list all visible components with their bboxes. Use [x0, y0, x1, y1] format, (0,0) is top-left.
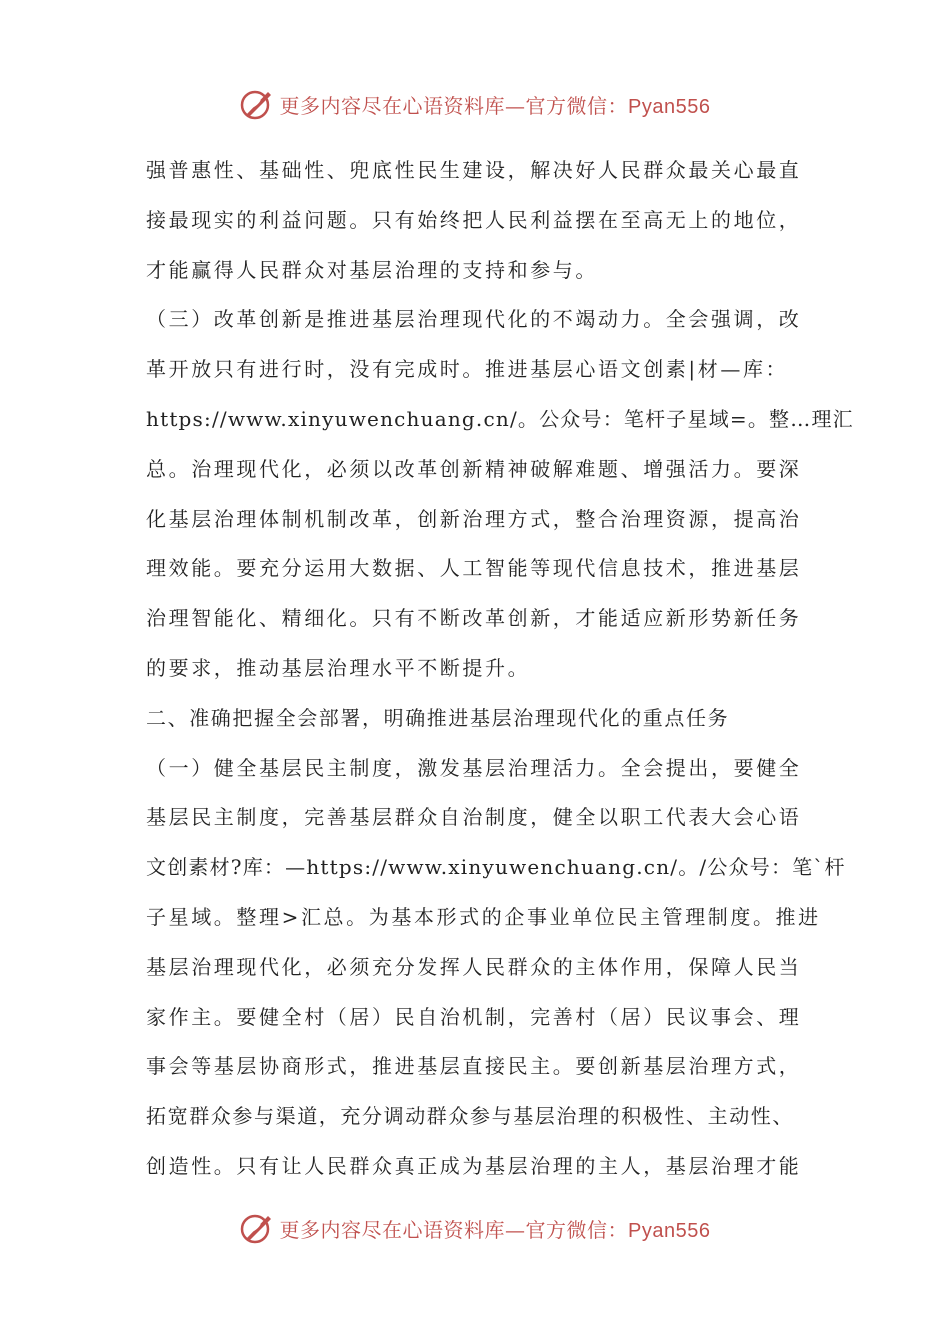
- body-line: 基层民主制度，完善基层群众自治制度，健全以职工代表大会心语: [146, 805, 802, 830]
- chapter-heading-2: 二、准确把握全会部署，明确推进基层治理现代化的重点任务: [146, 705, 730, 730]
- quill-pen-logo-icon: [240, 87, 274, 121]
- section-heading-3: （三）改革创新是推进基层治理现代化的不竭动力。全会强调，改: [146, 307, 802, 332]
- body-line: 基层治理现代化，必须充分发挥人民群众的主体作用，保障人民当: [146, 954, 802, 979]
- body-line: 拓宽群众参与渠道，充分调动群众参与基层治理的积极性、主动性、: [146, 1104, 794, 1129]
- header-banner: [0, 84, 950, 124]
- body-line: 接最现实的利益问题。只有始终把人民利益摆在至高无上的地位，: [146, 207, 802, 232]
- body-line: 强普惠性、基础性、兜底性民生建设，解决好人民群众最关心最直: [146, 158, 802, 182]
- body-line: 的要求，推动基层治理水平不断提升。: [146, 655, 531, 680]
- section-heading-1: （一）健全基层民主制度，激发基层治理活力。全会提出，要健全: [146, 755, 802, 780]
- footer-wechat-handle: Pyan556: [628, 1219, 711, 1242]
- body-line: 治理智能化、精细化。只有不断改革创新，才能适应新形势新任务: [146, 606, 802, 631]
- body-line: 家作主。要健全村（居）民自治机制，完善村（居）民议事会、理: [146, 1004, 802, 1029]
- body-line: 理效能。要充分运用大数据、人工智能等现代信息技术，推进基层: [146, 556, 802, 581]
- document-body: [146, 146, 854, 1192]
- quill-pen-logo-icon: [240, 1211, 274, 1245]
- header-wechat-handle: Pyan556: [628, 95, 711, 118]
- body-line: 子星域。整理>汇总。为基本形式的企事业单位民主管理制度。推进: [146, 904, 821, 929]
- body-line-url: 文创素材?库：—https://www.xinyuwenchuang.cn/。/公众号：笔`杆: [146, 855, 846, 880]
- body-line: 创造性。只有让人民群众真正成为基层治理的主人，基层治理才能: [146, 1153, 802, 1178]
- body-line: 事会等基层协商形式，推进基层直接民主。要创新基层治理方式，: [146, 1054, 802, 1079]
- body-line: 总。治理现代化，必须以改革创新精神破解难题、增强活力。要深: [146, 456, 802, 481]
- footer-banner: [0, 1208, 950, 1248]
- body-line: 革开放只有进行时，没有完成时。推进基层心语文创素|材—库：: [146, 357, 789, 382]
- body-line-url: https://www.xinyuwenchuang.cn/。公众号：笔杆子星域=。整…理汇: [146, 406, 854, 431]
- body-line: 化基层治理体制机制改革，创新治理方式，整合治理资源，提高治: [146, 506, 802, 531]
- header-banner-text: 更多内容尽在心语资料库—官方微信：Pyan556: [279, 93, 711, 118]
- body-line: 才能赢得人民群众对基层治理的支持和参与。: [146, 257, 598, 282]
- footer-banner-text: 更多内容尽在心语资料库—官方微信：Pyan556: [279, 1217, 711, 1242]
